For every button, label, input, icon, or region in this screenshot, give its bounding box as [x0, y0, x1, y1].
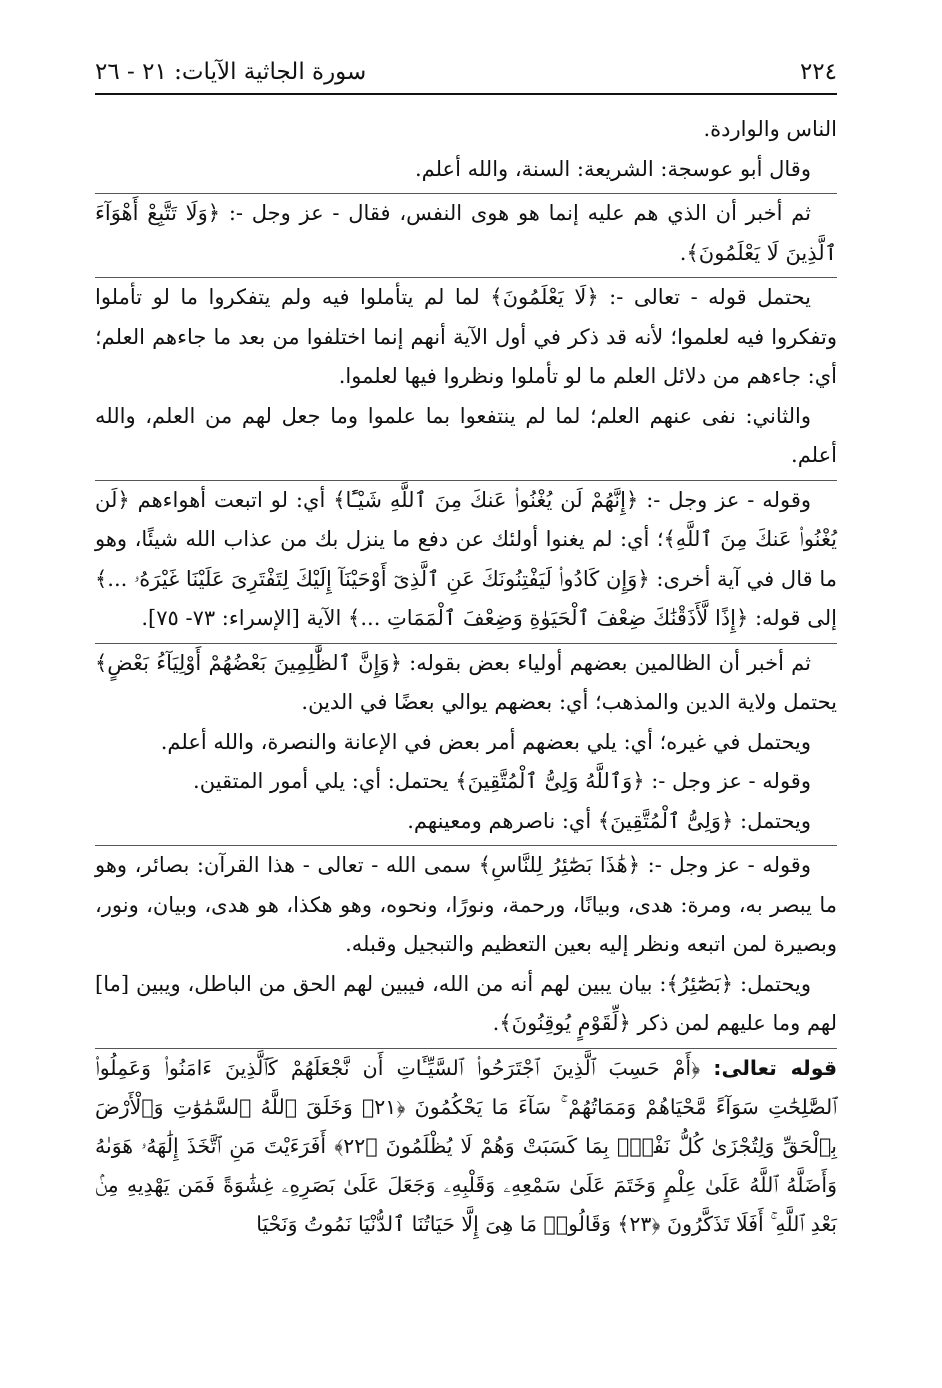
- verse-block: [95, 1049, 837, 1244]
- paragraph: ويحتمل: ﴿بَصَٰٓئِرُ﴾: بيان يبين لهم أنه من الله، فيبين لهم الحق من الباطل، ويبين [ما] لهم وما عليهم لمن ذكر ﴿لِّقَوْمٍ يُوقِنُونَ﴾.: [95, 971, 837, 1035]
- paragraph: وقوله - عز وجل -: ﴿وَٱللَّهُ وَلِىُّ ٱلْمُتَّقِينَ﴾ يحتمل: أي: يلي أمور المتقين.: [193, 769, 811, 793]
- paragraph: ويحتمل: ﴿وَلِىُّ ٱلْمُتَّقِينَ﴾ أي: ناصرهم ومعينهم.: [407, 808, 811, 833]
- paragraph: وقوله - عز وجل -: ﴿إِنَّهُمْ لَن يُغْنُوا۟ عَنكَ مِنَ ٱللَّهِ شَيْـًٔا﴾ أي: لو اتبعت أهواءهم ﴿لَن يُغْنُوا۟ عَنكَ مِنَ ٱللَّهِ﴾؛ أي: لم يغنوا أولئك عن دفع ما ينزل بك من عذاب الله شيئًا، وهو ما قال في آية أخرى: ﴿وَإِن كَادُوا۟ لَيَفْتِنُونَكَ عَنِ ٱلَّذِىٓ أَوْحَيْنَآ إِلَيْكَ لِتَفْتَرِىَ عَلَيْنَا غَيْرَهُۥ ...﴾ إلى قوله: ﴿إِذًا لَّأَذَقْنَٰكَ ضِعْفَ ٱلْحَيَوٰةِ وَضِعْفَ ٱلْمَمَاتِ ...﴾ الآية [الإسراء: ٧٣- ٧٥].: [95, 487, 837, 630]
- page-body: [95, 110, 837, 1244]
- verse-text: ﴿أَمْ حَسِبَ ٱلَّذِينَ ٱجْتَرَحُوا۟ ٱلسَّيِّـَٔاتِ أَن نَّجْعَلَهُمْ كَٱلَّذِينَ ءَامَنُوا۟ وَعَمِلُوا۟ ٱلصَّٰلِحَٰتِ سَوَآءً مَّحْيَاهُمْ وَمَمَاتُهُمْ ۚ سَآءَ مَا يَحْكُمُونَ ﴿٢١﴾ وَخَلَقَ ٱللَّهُ ٱلسَّمَٰوَٰتِ وَٱلْأَرْضَ بِٱلْحَقِّ وَلِتُجْزَىٰ كُلُّ نَفْسٍۭ بِمَا كَسَبَتْ وَهُمْ لَا يُظْلَمُونَ ﴿٢٢﴾ أَفَرَءَيْتَ مَنِ ٱتَّخَذَ إِلَٰهَهُۥ هَوَىٰهُ وَأَضَلَّهُ ٱللَّهُ عَلَىٰ عِلْمٍ وَخَتَمَ عَلَىٰ سَمْعِهِۦ وَقَلْبِهِۦ وَجَعَلَ عَلَىٰ بَصَرِهِۦ غِشَٰوَةً فَمَن يَهْدِيهِ مِنۢ بَعْدِ ٱللَّهِ ۚ أَفَلَا تَذَكَّرُونَ ﴿٢٣﴾ وَقَالُوا۟ مَا هِىَ إِلَّا حَيَاتُنَا ٱلدُّنْيَا نَمُوتُ وَنَحْيَا: [95, 1055, 837, 1236]
- paragraph: الناس والواردة.: [703, 117, 837, 141]
- paragraph: يحتمل قوله - تعالى -: ﴿لَا يَعْلَمُونَ﴾ لما لم يتأملوا فيه ولم يتفكروا ما لو تأملوا وتفكروا فيه لعلموا؛ لأنه قد ذكر في أول الآية أنهم إنما اختلفوا من بعد ما جاءهم العلم؛ أي: جاءهم من دلائل العلم ما لو تأملوا ونظروا فيها لعلموا.: [95, 285, 837, 388]
- paragraph: والثاني: نفى عنهم العلم؛ لما لم ينتفعوا بما علموا وما جعل لهم من العلم، والله أعلم.: [95, 403, 837, 467]
- paragraph: ويحتمل في غيره؛ أي: يلي بعضهم أمر بعض في الإعانة والنصرة، والله أعلم.: [160, 729, 811, 754]
- verse-lead: قوله تعالى:: [713, 1055, 837, 1080]
- page-number: ٢٢٤: [799, 59, 837, 85]
- page-header: [95, 52, 837, 92]
- running-title: سورة الجاثية الآيات: ٢١ - ٢٦: [95, 59, 367, 85]
- paragraph: ثم أخبر أن الذي هم عليه إنما هو هوى النفس، فقال - عز وجل -: ﴿وَلَا تَتَّبِعْ أَهْوَآءَ ٱلَّذِينَ لَا يَعْلَمُونَ﴾.: [95, 201, 837, 265]
- paragraph: وقال أبو عوسجة: الشريعة: السنة، والله أعلم.: [414, 156, 811, 181]
- paragraph: وقوله - عز وجل -: ﴿هَٰذَا بَصَٰٓئِرُ لِلنَّاسِ﴾ سمى الله - تعالى - هذا القرآن: بصائر، وهو ما يبصر به، ومرة: هدى، وبيانًا، ورحمة، ونورًا، ونحوه، وهو هكذا، هو هدى، وبيان، ونور، وبصيرة لمن اتبعه ونظر إليه بعين التعظيم والتبجيل وقبله.: [95, 853, 837, 956]
- header-rule: [95, 93, 837, 95]
- paragraph: ثم أخبر أن الظالمين بعضهم أولياء بعض بقوله: ﴿وَإِنَّ ٱلظَّٰلِمِينَ بَعْضُهُمْ أَوْلِيَآءُ بَعْضٍ﴾ يحتمل ولاية الدين والمذهب؛ أي: بعضهم يوالي بعضًا في الدين.: [95, 650, 837, 714]
